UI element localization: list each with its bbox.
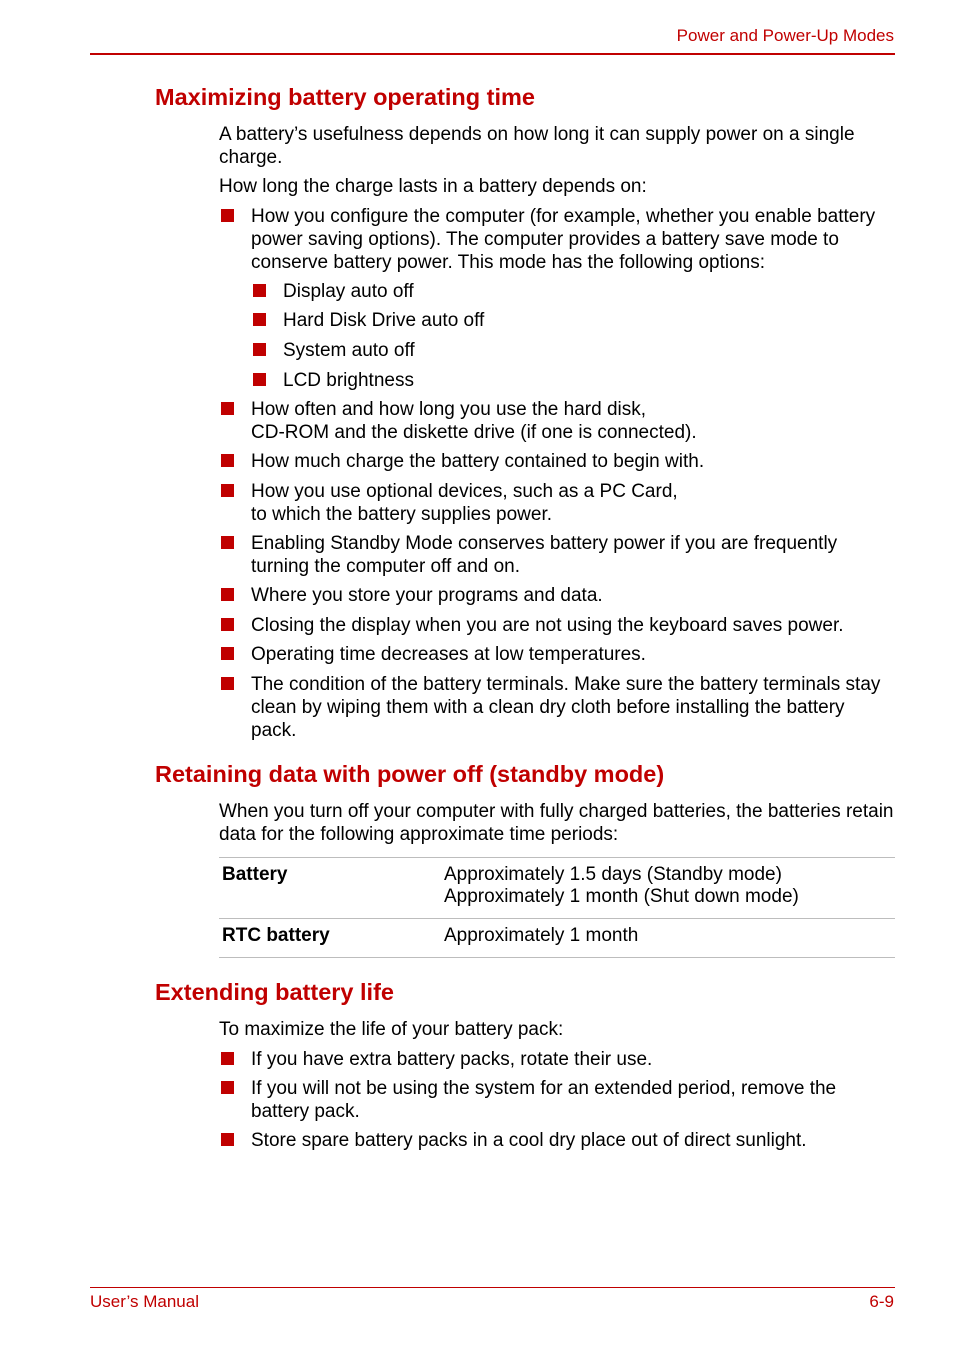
bullet-icon <box>221 677 234 690</box>
list-item <box>219 450 895 473</box>
list-item-text: How you configure the computer (for example, whether you enable battery power saving options). The computer provides a battery save mode to conserve battery power. This mode has the following options: <box>251 206 876 273</box>
section1-lead-paragraph: How long the charge lasts in a battery depends on: <box>219 176 647 197</box>
list-item <box>219 673 895 742</box>
list-item <box>219 398 895 444</box>
list-item-text: How often and how long you use the hard disk, CD-ROM and the diskette drive (if one is connected). <box>251 399 697 443</box>
bullet-icon <box>221 484 234 497</box>
list-item-text: If you will not be using the system for an extended period, remove the battery pack. <box>251 1078 837 1122</box>
bullet-icon <box>221 454 234 467</box>
list-item-text: Where you store your programs and data. <box>251 585 603 606</box>
header-rule <box>90 53 895 55</box>
sub-list-item <box>251 339 895 362</box>
table-row-label: RTC battery <box>222 925 330 946</box>
list-item <box>219 1077 895 1123</box>
list-item <box>219 205 895 274</box>
sub-list-item-text: LCD brightness <box>283 370 414 391</box>
list-item <box>219 532 895 578</box>
table-row-value: Approximately 1.5 days (Standby mode) Approximately 1 month (Shut down mode) <box>444 864 799 907</box>
list-item-text: Operating time decreases at low temperatures. <box>251 644 646 665</box>
footer-rule <box>90 1287 895 1288</box>
sub-list-item-text: Hard Disk Drive auto off <box>283 310 485 331</box>
table-rule <box>219 957 895 958</box>
section-heading-retaining-data: Retaining data with power off (standby mode) <box>155 761 665 787</box>
bullet-icon <box>221 1052 234 1065</box>
list-item-text: Store spare battery packs in a cool dry place out of direct sunlight. <box>251 1130 807 1151</box>
sub-list-item <box>251 309 895 332</box>
list-item-text: The condition of the battery terminals. Make sure the battery terminals stay clean by wiping them with a clean dry cloth before installing the battery pack. <box>251 674 881 741</box>
bullet-icon <box>221 618 234 631</box>
table-row-value: Approximately 1 month <box>444 925 639 946</box>
section3-intro-paragraph: To maximize the life of your battery pack: <box>219 1019 564 1040</box>
bullet-icon <box>221 402 234 415</box>
section-heading-extending-life: Extending battery life <box>155 979 394 1005</box>
list-item <box>219 1048 895 1071</box>
list-item <box>219 584 895 607</box>
list-item-text: Closing the display when you are not using the keyboard saves power. <box>251 615 844 636</box>
section1-intro-paragraph: A battery’s usefulness depends on how long it can supply power on a single charge. <box>219 124 855 168</box>
list-item <box>219 614 895 637</box>
sub-list-item-text: System auto off <box>283 340 415 361</box>
list-item <box>219 1129 895 1152</box>
list-item <box>219 480 895 526</box>
list-item-text: If you have extra battery packs, rotate their use. <box>251 1049 653 1070</box>
bullet-icon <box>253 343 266 356</box>
table-rule <box>219 857 895 858</box>
bullet-icon <box>221 588 234 601</box>
footer-manual-title: User’s Manual <box>90 1292 199 1311</box>
page-number: 6-9 <box>869 1292 894 1311</box>
list-item-text: How you use optional devices, such as a PC Card, to which the battery supplies power. <box>251 481 678 525</box>
sub-list-item <box>251 369 895 392</box>
bullet-icon <box>221 536 234 549</box>
bullet-icon <box>221 647 234 660</box>
bullet-icon <box>221 1081 234 1094</box>
bullet-icon <box>253 284 266 297</box>
sub-list-item-text: Display auto off <box>283 281 414 302</box>
bullet-icon <box>221 1133 234 1146</box>
list-item <box>219 643 895 666</box>
list-item-text: Enabling Standby Mode conserves battery power if you are frequently turning the computer off and on. <box>251 533 838 577</box>
running-header: Power and Power-Up Modes <box>676 26 894 45</box>
sub-list-item <box>251 280 895 303</box>
bullet-icon <box>253 313 266 326</box>
bullet-icon <box>253 373 266 386</box>
section2-intro-paragraph: When you turn off your computer with fully charged batteries, the batteries retain data for the following approximate time periods: <box>219 801 894 845</box>
bullet-icon <box>221 209 234 222</box>
table-rule <box>219 918 895 919</box>
list-item-text: How much charge the battery contained to begin with. <box>251 451 705 472</box>
table-row-label: Battery <box>222 864 288 885</box>
section-heading-maximizing: Maximizing battery operating time <box>155 84 535 110</box>
